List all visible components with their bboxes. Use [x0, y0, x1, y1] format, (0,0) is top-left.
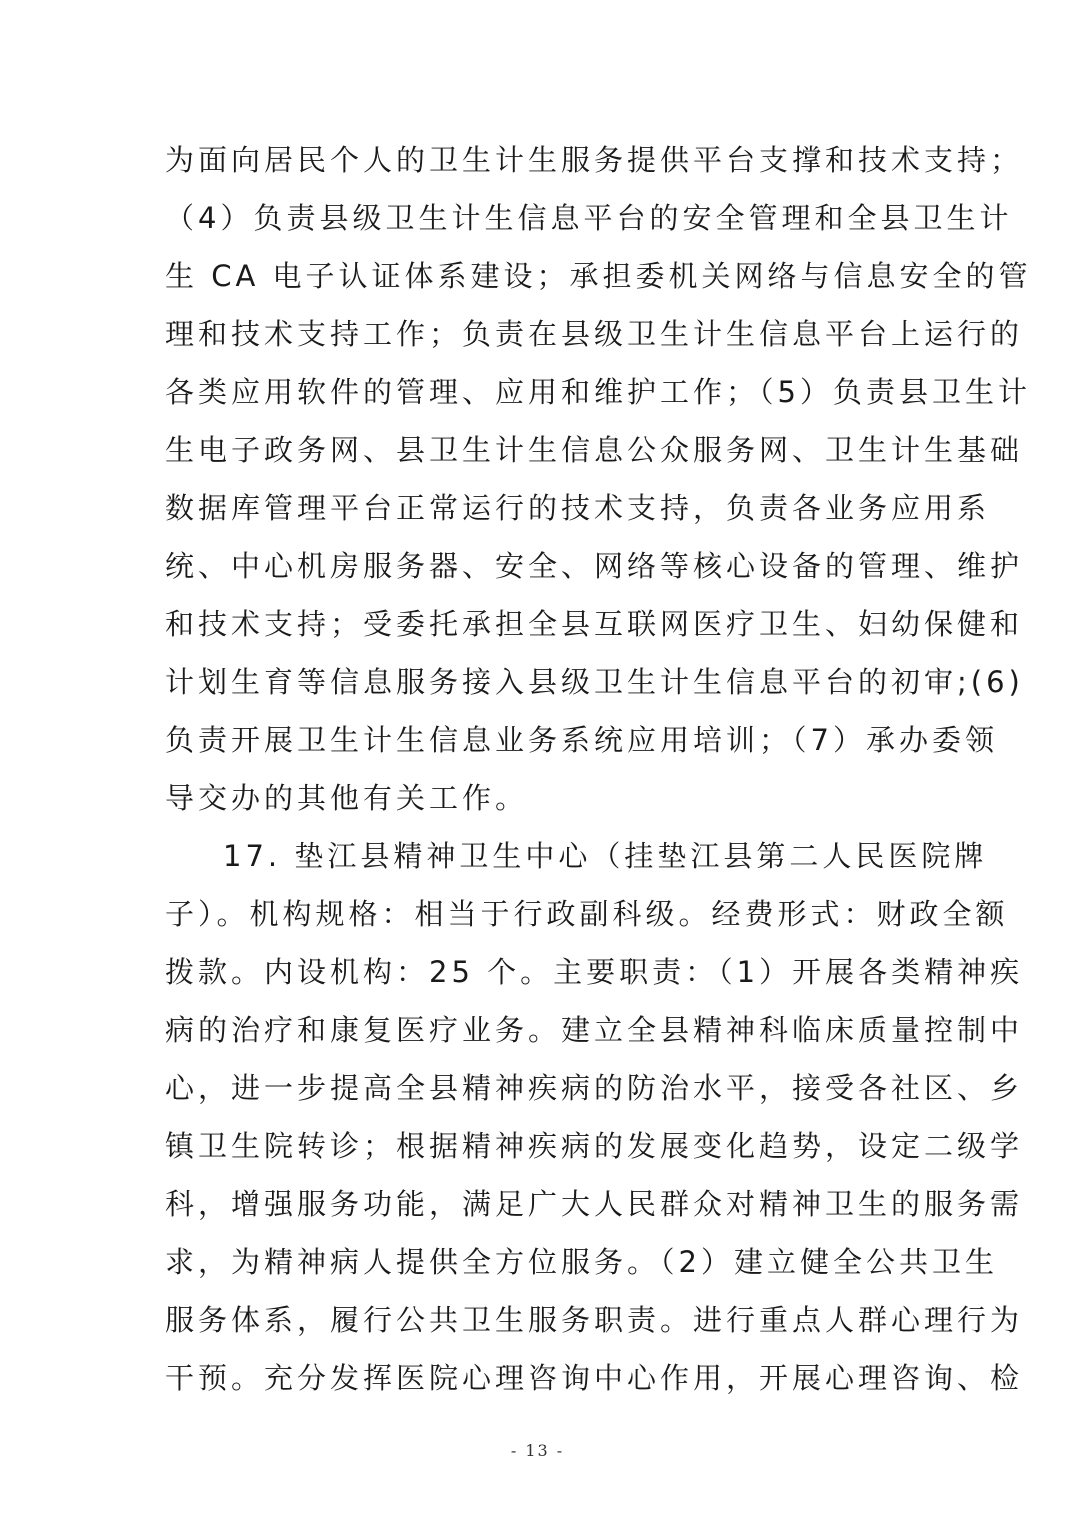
text-line: 和技术支持；受委托承担全县互联网医疗卫生、妇幼保健和: [165, 607, 1024, 641]
text-line: 求，为精神病人提供全方位服务。（2）建立健全公共卫生: [165, 1245, 998, 1279]
text-line: 负责开展卫生计生信息业务系统应用培训；（7）承办委领: [165, 723, 998, 757]
text-line: 科，增强服务功能，满足广大人民群众对精神卫生的服务需: [165, 1187, 1024, 1221]
text-line: 生 CA 电子认证体系建设；承担委机关网络与信息安全的管: [165, 259, 1032, 293]
text-line: 导交办的其他有关工作。: [165, 781, 529, 815]
text-line: 服务体系，履行公共卫生服务职责。进行重点人群心理行为: [165, 1303, 1024, 1337]
text-line: 计划生育等信息服务接入县级卫生计生信息平台的初审;(6): [165, 665, 1024, 699]
text-line: 数据库管理平台正常运行的技术支持，负责各业务应用系: [165, 491, 991, 525]
text-line: 拨款。内设机构：25 个。主要职责：（1）开展各类精神疾: [165, 955, 1024, 989]
text-line: 统、中心机房服务器、安全、网络等核心设备的管理、维护: [165, 549, 1024, 583]
text-line: 各类应用软件的管理、应用和维护工作；（5）负责县卫生计: [165, 375, 1031, 409]
text-line: 心，进一步提高全县精神疾病的防治水平，接受各社区、乡: [165, 1071, 1024, 1105]
page-number: - 13 -: [510, 1441, 565, 1460]
text-line: 为面向居民个人的卫生计生服务提供平台支撑和技术支持；: [165, 143, 1024, 177]
text-line: 子）。机构规格：相当于行政副科级。经费形式：财政全额: [165, 897, 1009, 931]
text-line: 镇卫生院转诊；根据精神疾病的发展变化趋势，设定二级学: [165, 1129, 1024, 1163]
text-line: 理和技术支持工作；负责在县级卫生计生信息平台上运行的: [165, 317, 1024, 351]
text-line: 生电子政务网、县卫生计生信息公众服务网、卫生计生基础: [165, 433, 1024, 467]
text-line: （4）负责县级卫生计生信息平台的安全管理和全县卫生计: [165, 201, 1013, 235]
text-line: 干预。充分发挥医院心理咨询中心作用，开展心理咨询、检: [165, 1361, 1024, 1395]
section-heading-line: 17. 垫江县精神卫生中心（挂垫江县第二人民医院牌: [223, 839, 988, 873]
text-line: 病的治疗和康复医疗业务。建立全县精神科临床质量控制中: [165, 1013, 1024, 1047]
body-text: [165, 131, 1032, 1407]
